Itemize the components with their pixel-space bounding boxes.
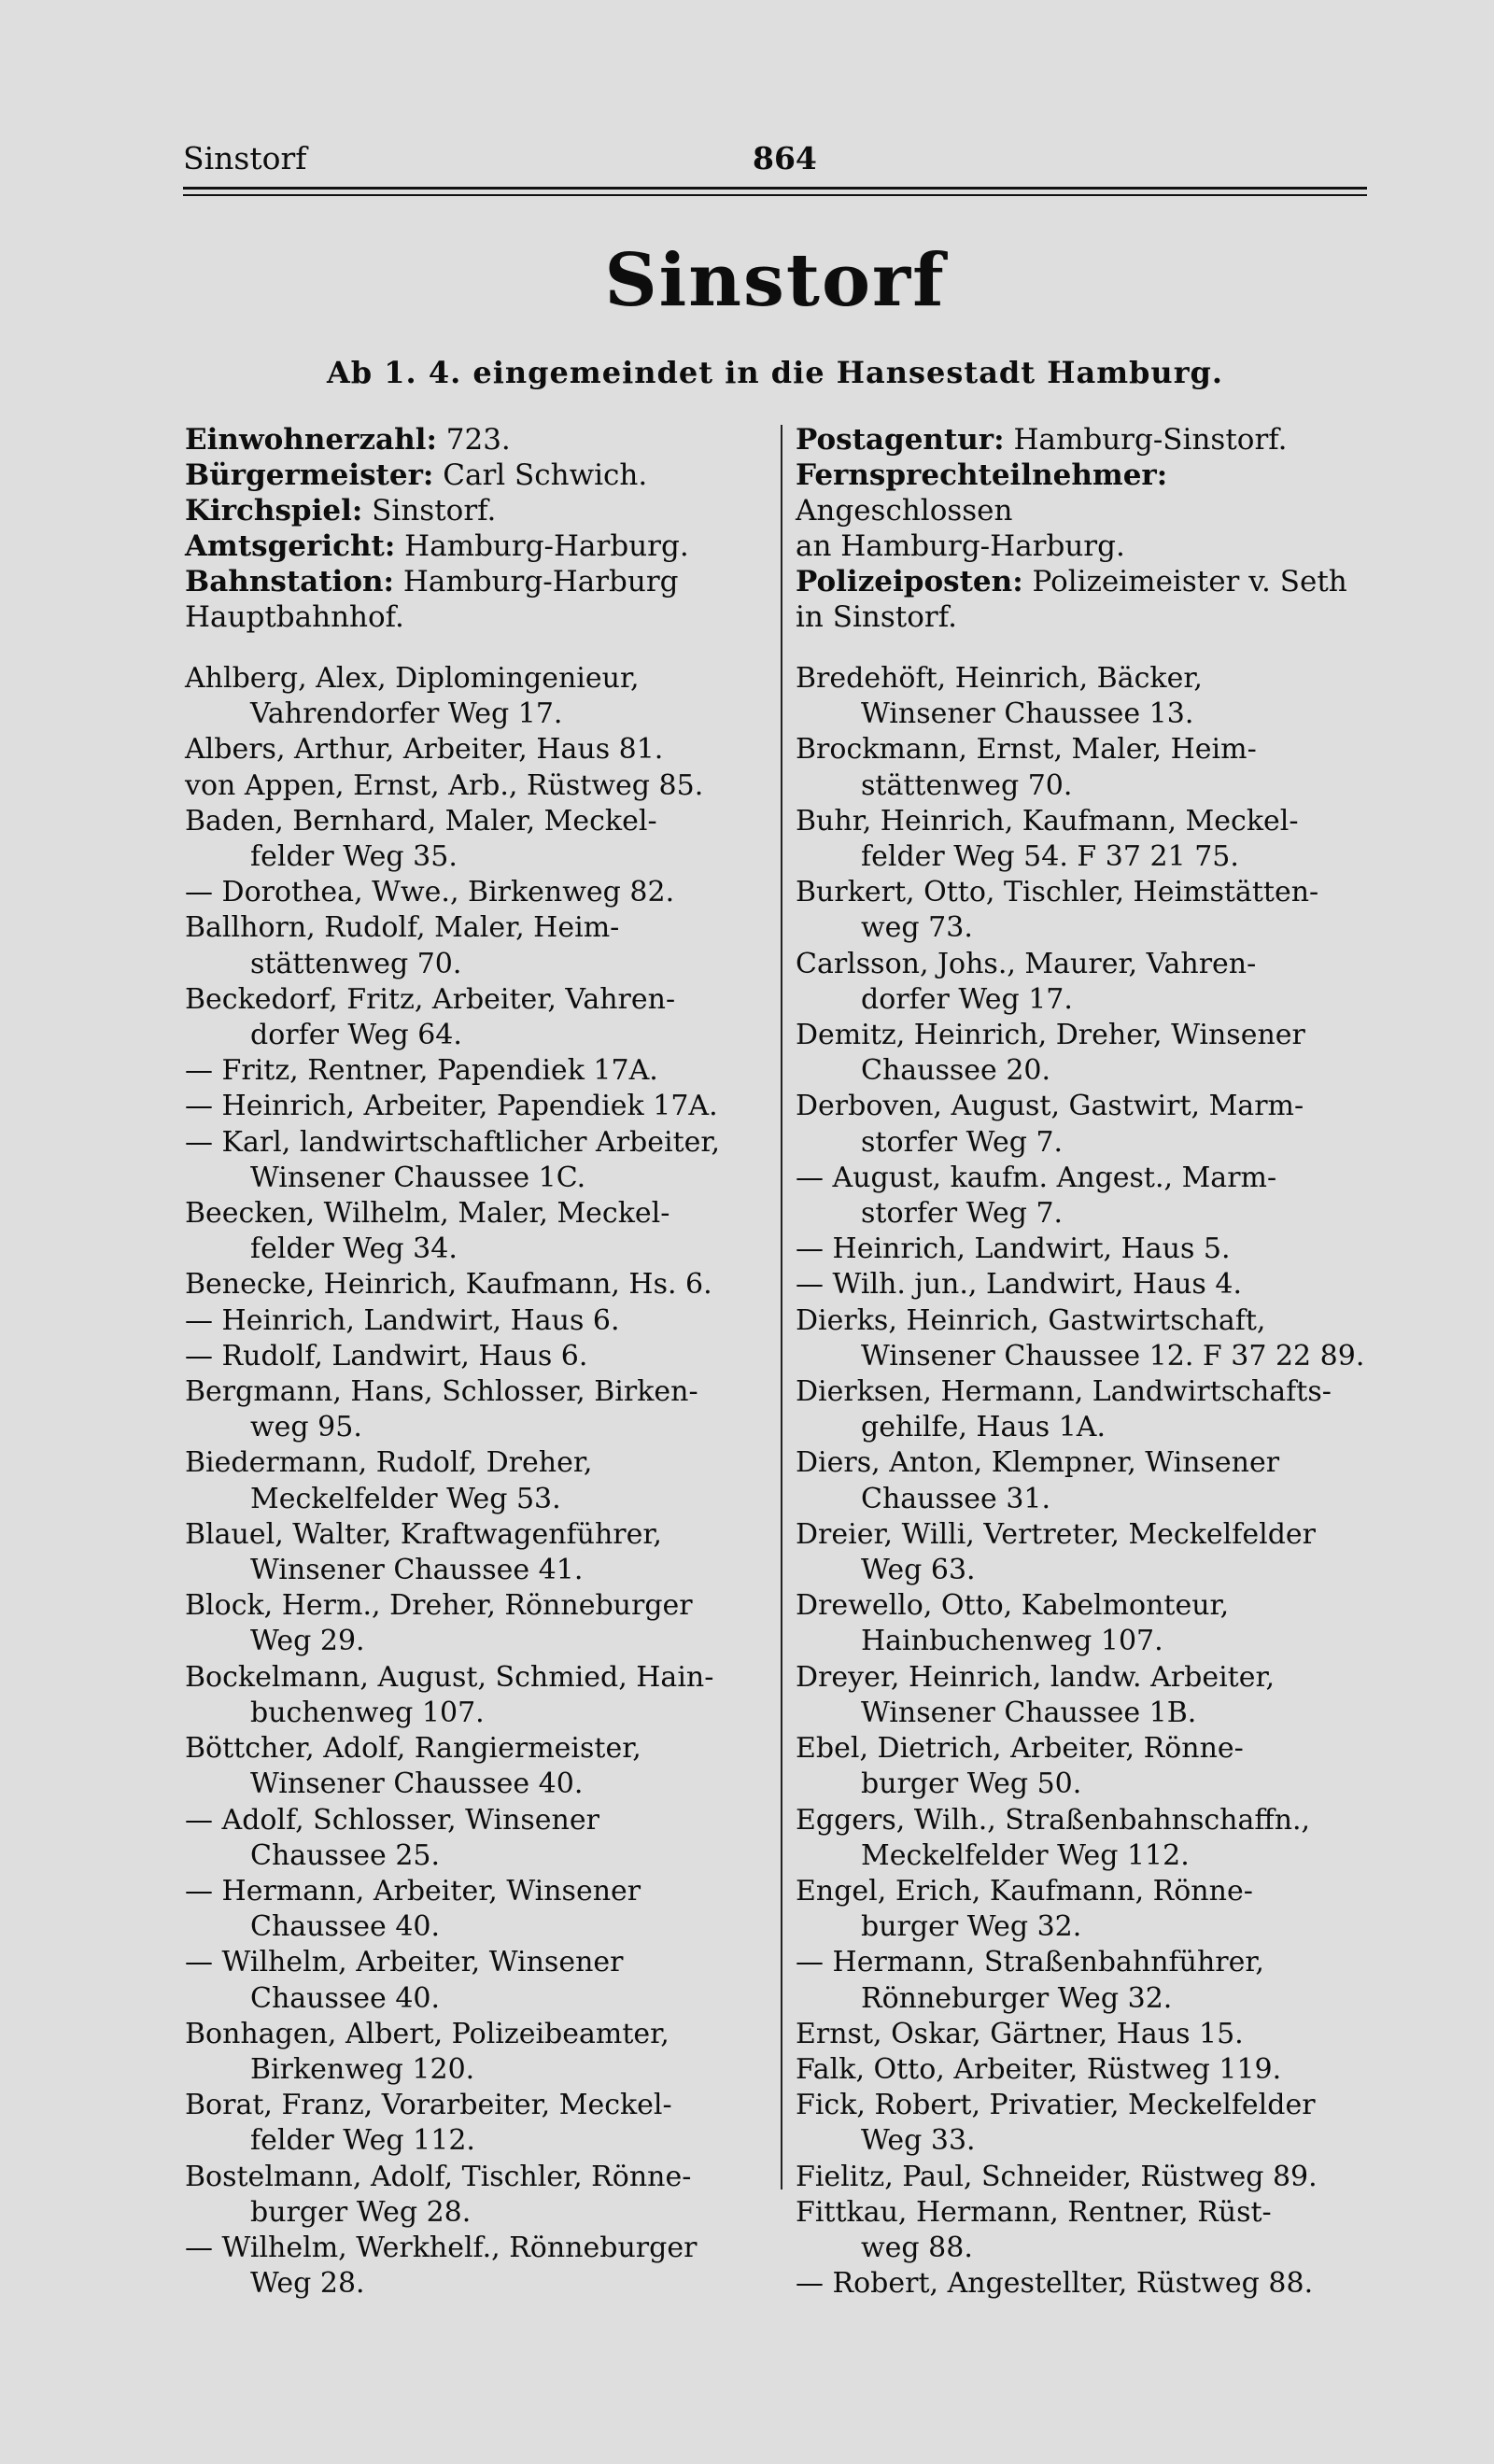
directory-entry xyxy=(796,2160,1393,2195)
entry-continuation: Rönneburger Weg 32. xyxy=(861,1981,1173,2015)
info-label: Einwohnerzahl: xyxy=(185,423,437,457)
directory-entry xyxy=(185,1125,773,1196)
directory-entry xyxy=(796,1089,1393,1160)
entry-line: Baden, Bernhard, Maler, Meckel- xyxy=(185,804,657,838)
entry-continuation: Hainbuchenweg 107. xyxy=(861,1625,1163,1658)
info-value: Hamburg-Sinstorf. xyxy=(1004,423,1288,457)
entry-continuation: weg 88. xyxy=(861,2231,973,2264)
entry-line: Beecken, Wilhelm, Maler, Meckel- xyxy=(185,1197,670,1231)
directory-entry xyxy=(796,2088,1393,2159)
entry-line: Bonhagen, Albert, Polizeibeamter, xyxy=(185,2017,669,2050)
directory-entry xyxy=(185,1445,773,1516)
info-continuation: an Hamburg-Harburg. xyxy=(796,529,1125,563)
directory-entry xyxy=(796,1731,1393,1802)
entry-continuation: Meckelfelder Weg 112. xyxy=(861,1838,1190,1872)
info-continuation: in Sinstorf. xyxy=(796,600,957,634)
info-row xyxy=(185,458,764,493)
entry-continuation: Vahrendorfer Weg 17. xyxy=(250,697,563,731)
entry-line: Dreier, Willi, Vertreter, Meckelfelder xyxy=(796,1517,1317,1551)
info-value: 723. xyxy=(436,423,511,457)
entry-line: Bredehöft, Heinrich, Bäcker, xyxy=(796,662,1203,695)
directory-entry xyxy=(796,804,1393,875)
directory-entry xyxy=(185,804,773,875)
entry-continuation: Weg 28. xyxy=(250,2267,365,2301)
directory-entry xyxy=(796,2266,1393,2302)
entry-continuation: dorfer Weg 17. xyxy=(861,982,1073,1016)
entry-line: Böttcher, Adolf, Rangiermeister, xyxy=(185,1732,641,1766)
entry-line: Dierks, Heinrich, Gastwirtschaft, xyxy=(796,1303,1266,1337)
entry-line: — Hermann, Arbeiter, Winsener xyxy=(185,1874,641,1908)
entry-line: — Robert, Angestellter, Rüstweg 88. xyxy=(796,2267,1314,2301)
entry-line: Benecke, Heinrich, Kaufmann, Hs. 6. xyxy=(185,1268,712,1302)
entry-line: Fick, Robert, Privatier, Meckelfelder xyxy=(796,2089,1316,2122)
entry-continuation: Weg 29. xyxy=(250,1625,365,1658)
header-place: Sinstorf xyxy=(183,140,307,176)
entry-continuation: Weg 33. xyxy=(861,2124,976,2158)
entry-line: Fittkau, Hermann, Rentner, Rüst- xyxy=(796,2195,1272,2229)
entry-continuation: Winsener Chaussee 1B. xyxy=(861,1696,1197,1729)
entry-continuation: Winsener Chaussee 12. F 37 22 89. xyxy=(861,1339,1365,1373)
directory-entry xyxy=(796,1445,1393,1516)
entry-line: Engel, Erich, Kaufmann, Rönne- xyxy=(796,1874,1253,1908)
entry-continuation: Meckelfelder Weg 53. xyxy=(250,1482,561,1515)
directory-entry xyxy=(185,2017,773,2088)
entry-line: Eggers, Wilh., Straßenbahnschaffn., xyxy=(796,1803,1311,1837)
entry-continuation: Winsener Chaussee 13. xyxy=(861,697,1194,731)
entry-line: Borat, Franz, Vorarbeiter, Meckel- xyxy=(185,2089,672,2122)
directory-entry xyxy=(796,947,1393,1018)
directory-entry xyxy=(796,1161,1393,1232)
directory-entry xyxy=(185,1588,773,1659)
entry-continuation: felder Weg 112. xyxy=(250,2124,475,2158)
entry-line: — August, kaufm. Angest., Marm- xyxy=(796,1161,1277,1194)
entry-line: Block, Herm., Dreher, Rönneburger xyxy=(185,1589,693,1623)
entry-continuation: Chaussee 40. xyxy=(250,1981,441,2015)
entry-line: Diers, Anton, Klempner, Winsener xyxy=(796,1446,1280,1480)
entry-continuation: Winsener Chaussee 41. xyxy=(250,1554,584,1587)
entry-continuation: weg 95. xyxy=(250,1411,362,1444)
entry-continuation: weg 73. xyxy=(861,911,973,945)
info-label: Kirchspiel: xyxy=(185,494,363,528)
info-continuation: Hauptbahnhof. xyxy=(185,600,404,634)
directory-entry xyxy=(185,732,773,767)
info-label: Bahnstation: xyxy=(185,565,394,598)
entry-line: Biedermann, Rudolf, Dreher, xyxy=(185,1446,593,1480)
directory-entry xyxy=(796,1232,1393,1267)
directory-entry xyxy=(185,2160,773,2231)
entry-continuation: felder Weg 34. xyxy=(250,1232,458,1266)
info-value: Sinstorf. xyxy=(362,494,497,528)
directory-entry xyxy=(796,1303,1393,1374)
directory-entry xyxy=(796,2052,1393,2088)
directory-entry xyxy=(185,1089,773,1124)
entry-continuation: Chaussee 25. xyxy=(250,1838,441,1872)
entry-continuation: felder Weg 54. F 37 21 75. xyxy=(861,840,1239,874)
directory-entry xyxy=(185,661,773,732)
info-label: Amtsgericht: xyxy=(185,529,396,563)
directory-entry xyxy=(185,982,773,1053)
entry-continuation: stättenweg 70. xyxy=(250,947,462,980)
entry-line: Falk, Otto, Arbeiter, Rüstweg 119. xyxy=(796,2052,1282,2086)
entry-line: Dierksen, Hermann, Landwirtschafts- xyxy=(796,1375,1332,1409)
directory-entry xyxy=(185,1517,773,1588)
directory-entry xyxy=(185,1267,773,1302)
entry-line: Ballhorn, Rudolf, Maler, Heim- xyxy=(185,911,620,945)
directory-entry xyxy=(185,1053,773,1089)
info-row xyxy=(185,422,764,458)
entry-line: — Karl, landwirtschaftlicher Arbeiter, xyxy=(185,1125,720,1159)
entry-continuation: dorfer Weg 64. xyxy=(250,1019,462,1052)
info-value: Angeschlossen xyxy=(796,494,1013,528)
directory-entry xyxy=(185,875,773,910)
info-label: Fernsprechteilnehmer: xyxy=(796,458,1168,492)
directory-entry xyxy=(185,1660,773,1731)
entry-continuation: Chaussee 31. xyxy=(861,1482,1051,1515)
directory-entry xyxy=(796,1517,1393,1588)
entry-line: — Rudolf, Landwirt, Haus 6. xyxy=(185,1339,588,1373)
directory-entry xyxy=(185,1874,773,1945)
entry-line: Bockelmann, August, Schmied, Hain- xyxy=(185,1660,714,1694)
entry-continuation: buchenweg 107. xyxy=(250,1696,485,1729)
entry-continuation: burger Weg 32. xyxy=(861,1910,1082,1944)
entry-line: — Wilh. jun., Landwirt, Haus 4. xyxy=(796,1268,1242,1302)
info-label: Postagentur: xyxy=(796,423,1005,457)
directory-entry xyxy=(185,1945,773,2016)
entry-continuation: Chaussee 20. xyxy=(861,1054,1051,1088)
directory-entry xyxy=(796,1267,1393,1302)
entry-line: Brockmann, Ernst, Maler, Heim- xyxy=(796,733,1257,767)
directory-entry xyxy=(185,2088,773,2159)
header-rule-bottom xyxy=(183,194,1367,196)
directory-entry xyxy=(796,661,1393,732)
column-divider xyxy=(781,425,782,2189)
entry-continuation: Weg 63. xyxy=(861,1554,976,1587)
directory-entry xyxy=(796,2195,1393,2266)
info-block-left xyxy=(185,422,764,635)
entry-continuation: Chaussee 40. xyxy=(250,1910,441,1944)
entry-line: Drewello, Otto, Kabelmonteur, xyxy=(796,1589,1230,1623)
entry-line: Demitz, Heinrich, Dreher, Winsener xyxy=(796,1019,1305,1052)
entry-line: — Hermann, Straßenbahnführer, xyxy=(796,1946,1264,1979)
directory-entry xyxy=(185,1374,773,1445)
entry-line: Carlsson, Johs., Maurer, Vahren- xyxy=(796,947,1257,980)
page-number: 864 xyxy=(753,140,817,176)
entry-line: von Appen, Ernst, Arb., Rüstweg 85. xyxy=(185,768,704,802)
page-title: Sinstorf xyxy=(604,238,946,323)
info-value: Hamburg-Harburg. xyxy=(395,529,689,563)
directory-entry xyxy=(185,1339,773,1374)
directory-entry xyxy=(185,1803,773,1874)
directory-entry xyxy=(185,1196,773,1267)
entry-line: Derboven, August, Gastwirt, Marm- xyxy=(796,1090,1304,1123)
info-row xyxy=(185,564,764,599)
info-value: Hamburg-Harburg xyxy=(393,565,679,598)
directory-entry xyxy=(796,1018,1393,1089)
info-value: Carl Schwich. xyxy=(433,458,648,492)
info-value: Polizeimeister v. Seth xyxy=(1022,565,1347,598)
entry-line: — Wilhelm, Werkhelf., Rönneburger xyxy=(185,2231,698,2264)
directory-entry xyxy=(185,1303,773,1339)
entry-continuation: felder Weg 35. xyxy=(250,840,458,874)
directory-entry xyxy=(185,1731,773,1802)
directory-entry xyxy=(796,1588,1393,1659)
directory-entry xyxy=(185,768,773,804)
info-row xyxy=(185,493,764,528)
info-row xyxy=(796,422,1393,458)
info-block-right xyxy=(796,422,1393,635)
header-rule-top xyxy=(183,187,1367,190)
entry-line: Blauel, Walter, Kraftwagenführer, xyxy=(185,1517,662,1551)
directory-entry xyxy=(185,910,773,981)
entry-line: Burkert, Otto, Tischler, Heimstätten- xyxy=(796,876,1319,909)
info-row xyxy=(796,564,1393,599)
info-row xyxy=(185,528,764,564)
entry-continuation: Birkenweg 120. xyxy=(250,2052,475,2086)
page-subtitle: Ab 1. 4. eingemeindet in die Hansestadt Hamburg. xyxy=(326,355,1224,390)
directory-entry xyxy=(796,2017,1393,2052)
entry-continuation: stättenweg 70. xyxy=(861,768,1073,802)
entry-continuation: burger Weg 50. xyxy=(861,1767,1082,1801)
info-label: Bürgermeister: xyxy=(185,458,434,492)
entry-line: Buhr, Heinrich, Kaufmann, Meckel- xyxy=(796,804,1299,838)
entry-line: Beckedorf, Fritz, Arbeiter, Vahren- xyxy=(185,982,676,1016)
entry-line: Dreyer, Heinrich, landw. Arbeiter, xyxy=(796,1660,1276,1694)
entry-line: Fielitz, Paul, Schneider, Rüstweg 89. xyxy=(796,2160,1318,2193)
entry-continuation: burger Weg 28. xyxy=(250,2195,472,2229)
directory-column-right xyxy=(796,661,1393,2302)
entry-continuation: Winsener Chaussee 1C. xyxy=(250,1161,586,1194)
entry-continuation: gehilfe, Haus 1A. xyxy=(861,1411,1106,1444)
entry-line: Ebel, Dietrich, Arbeiter, Rönne- xyxy=(796,1732,1244,1766)
entry-line: Bostelmann, Adolf, Tischler, Rönne- xyxy=(185,2160,692,2193)
entry-line: — Adolf, Schlosser, Winsener xyxy=(185,1803,599,1837)
entry-continuation: storfer Weg 7. xyxy=(861,1125,1064,1159)
entry-continuation: Winsener Chaussee 40. xyxy=(250,1767,584,1801)
entry-line: — Heinrich, Landwirt, Haus 5. xyxy=(796,1232,1231,1266)
directory-entry xyxy=(796,1874,1393,1945)
entry-line: — Dorothea, Wwe., Birkenweg 82. xyxy=(185,876,675,909)
directory-entry xyxy=(796,1660,1393,1731)
directory-entry xyxy=(796,1374,1393,1445)
directory-entry xyxy=(185,2231,773,2302)
entry-line: — Heinrich, Landwirt, Haus 6. xyxy=(185,1303,620,1337)
directory-column-left xyxy=(185,661,773,2302)
entry-line: — Fritz, Rentner, Papendiek 17A. xyxy=(185,1054,658,1088)
directory-entry xyxy=(796,1945,1393,2016)
info-row xyxy=(796,458,1393,528)
directory-entry xyxy=(796,875,1393,946)
info-label: Polizeiposten: xyxy=(796,565,1023,598)
entry-line: Ernst, Oskar, Gärtner, Haus 15. xyxy=(796,2017,1244,2050)
directory-entry xyxy=(796,1803,1393,1874)
entry-line: Bergmann, Hans, Schlosser, Birken- xyxy=(185,1375,698,1409)
entry-line: — Heinrich, Arbeiter, Papendiek 17A. xyxy=(185,1090,718,1123)
entry-line: — Wilhelm, Arbeiter, Winsener xyxy=(185,1946,624,1979)
entry-line: Ahlberg, Alex, Diplomingenieur, xyxy=(185,662,640,695)
directory-entry xyxy=(796,732,1393,803)
entry-line: Albers, Arthur, Arbeiter, Haus 81. xyxy=(185,733,664,767)
entry-continuation: storfer Weg 7. xyxy=(861,1197,1064,1231)
